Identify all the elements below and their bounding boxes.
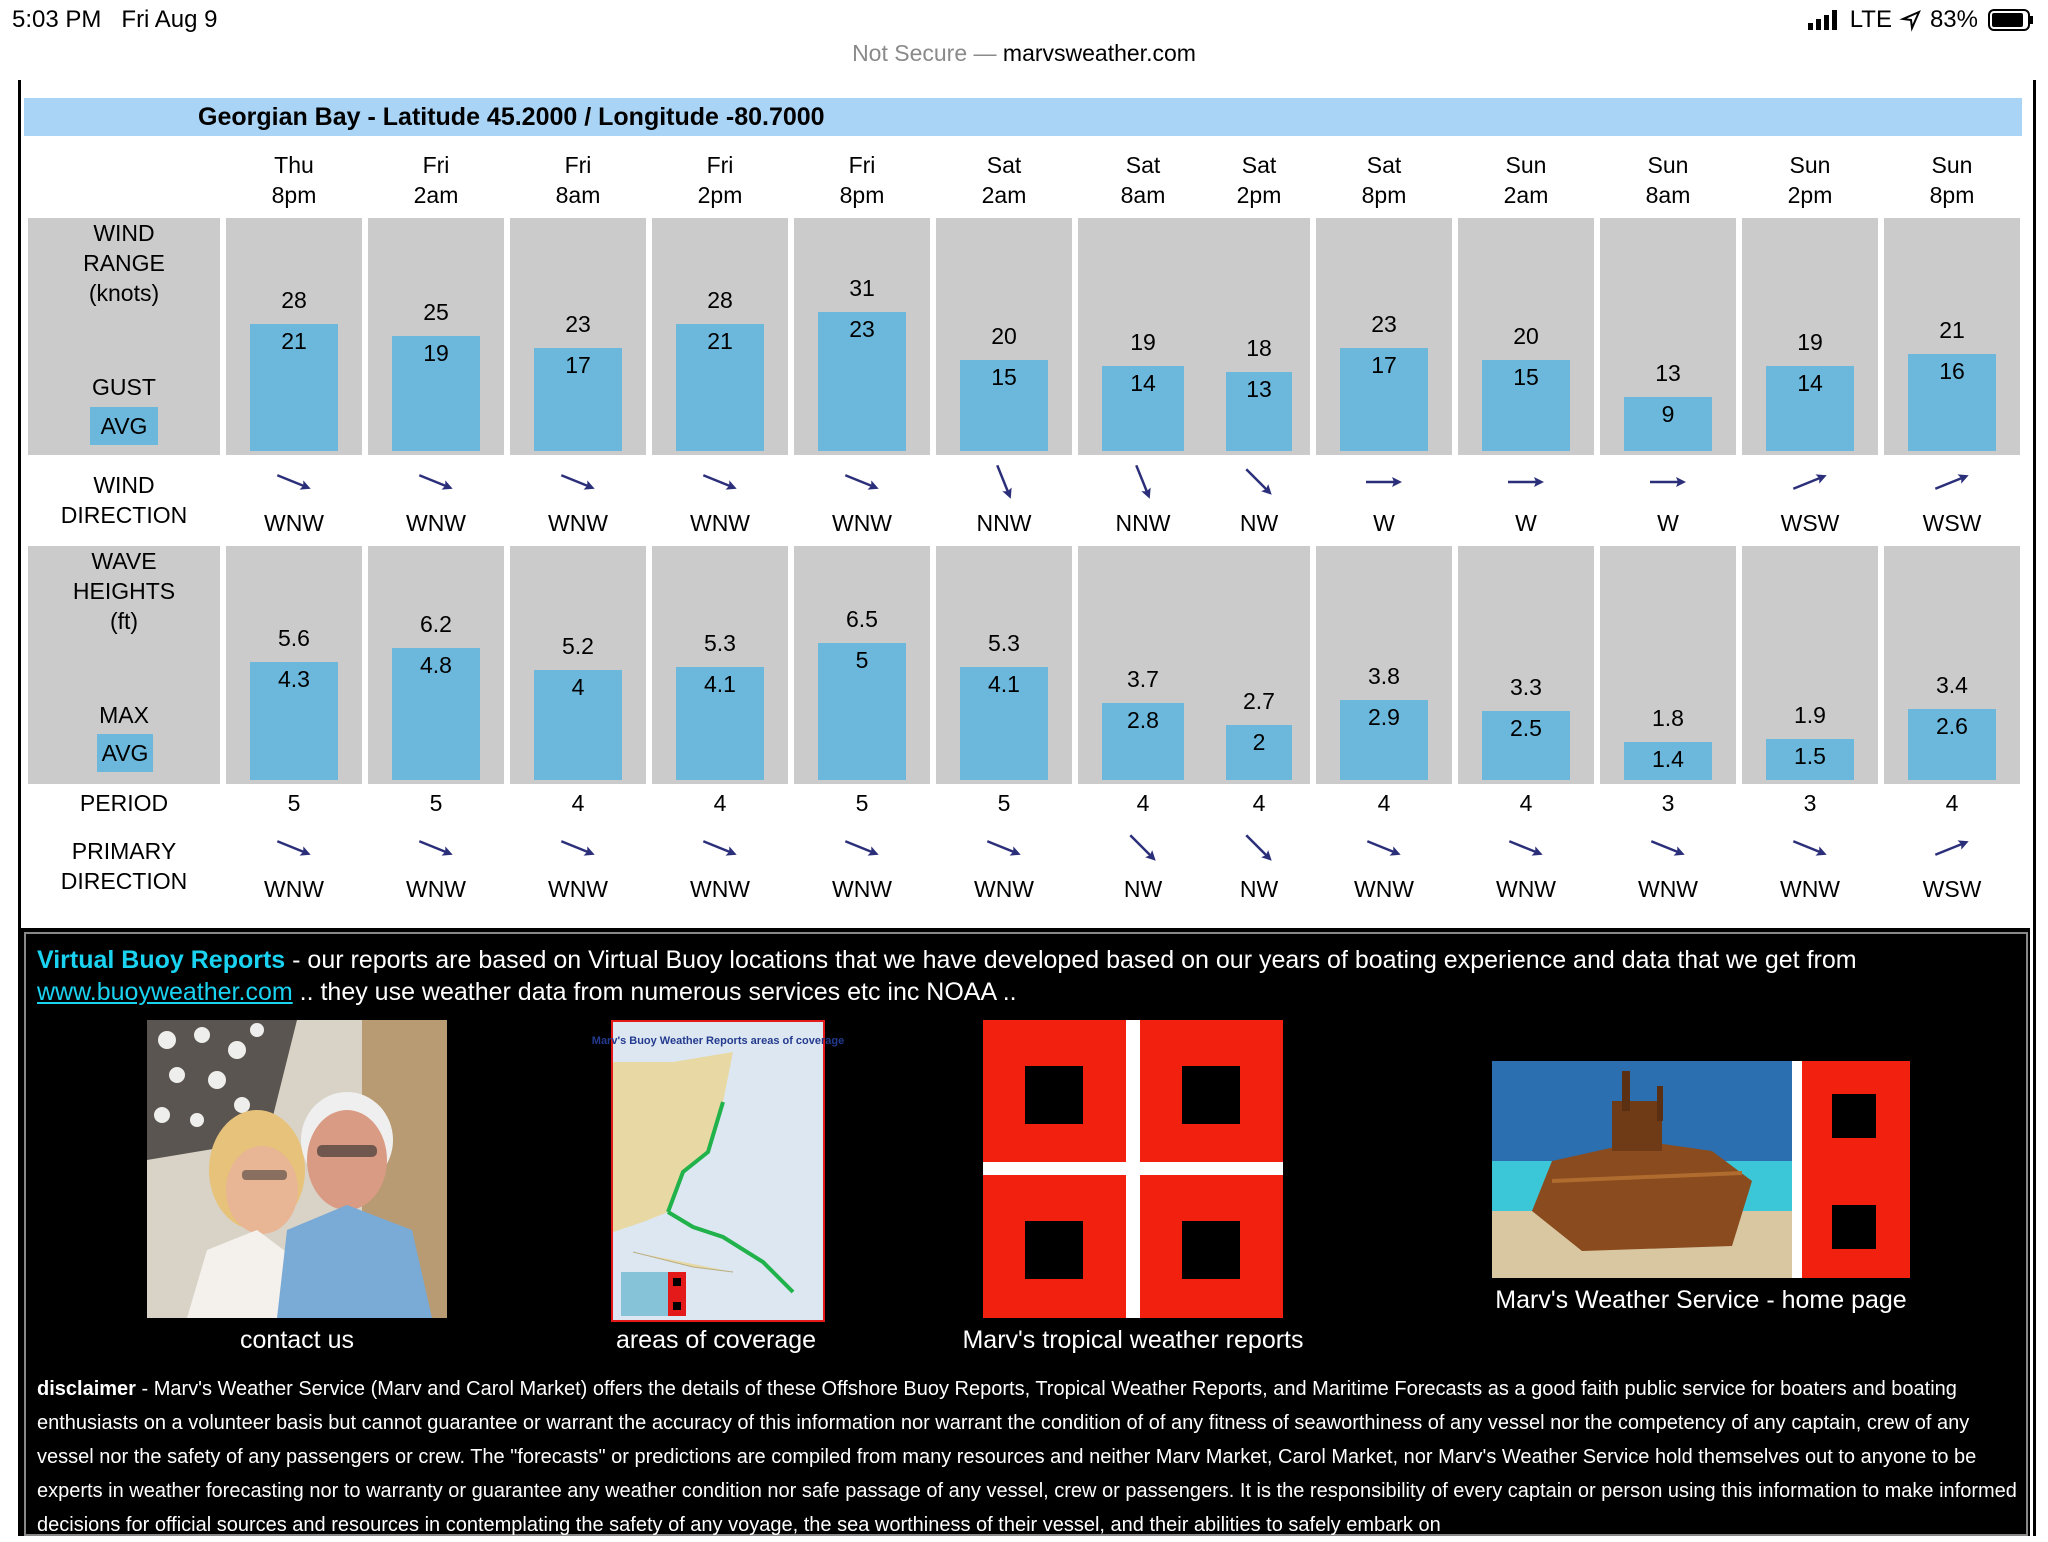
coverage-map-title: Marv's Buoy Weather Reports areas of coverage xyxy=(591,1035,845,1047)
column-time: 2pm xyxy=(1236,182,1282,208)
wind-direction-value: NNW xyxy=(1115,510,1171,536)
wind-direction-value: W xyxy=(1373,510,1395,536)
wind-avg-value: 21 xyxy=(707,327,733,354)
period-value: 5 xyxy=(997,790,1011,816)
column-time: 8am xyxy=(1120,182,1166,208)
couple-photo-graphic xyxy=(147,1020,447,1318)
wind-direction-arrow-icon xyxy=(1498,462,1554,502)
wave-max-value: 1.9 xyxy=(1794,701,1826,728)
period-value: 4 xyxy=(571,790,585,816)
page-title: Georgian Bay - Latitude 45.2000 / Longitude -80.7000 xyxy=(198,103,825,131)
signal-icon xyxy=(1808,10,1840,30)
wind-direction-arrow-icon xyxy=(976,462,1032,502)
wind-gust-value: 20 xyxy=(991,323,1017,350)
wind-gust-value: 23 xyxy=(565,311,591,338)
wind-direction-arrow-icon xyxy=(1115,462,1171,502)
wind-direction-arrow-icon xyxy=(834,462,890,502)
period-value: 4 xyxy=(713,790,727,816)
column-day: Sun xyxy=(1789,152,1831,178)
primary-direction-label-line: PRIMARY xyxy=(71,838,177,864)
wind-gust-value: 21 xyxy=(1939,317,1965,344)
wind-gust-value: 28 xyxy=(707,286,733,313)
virtual-buoy-text-2: .. they use weather data from numerous services etc inc NOAA .. xyxy=(292,978,1017,1006)
column-header xyxy=(938,150,1070,210)
wave-avg-value: 1.4 xyxy=(1652,745,1684,772)
wind-direction-value: WNW xyxy=(547,510,609,536)
url-separator: — xyxy=(973,40,997,66)
primary-direction-value: WNW xyxy=(973,876,1035,902)
column-time: 8am xyxy=(1645,182,1691,208)
column-header xyxy=(1318,150,1450,210)
gust-label: GUST xyxy=(92,374,156,400)
status-time xyxy=(12,6,217,34)
wind-direction-arrow-icon xyxy=(1356,462,1412,502)
column-header xyxy=(370,150,502,210)
primary-direction-arrow-icon xyxy=(692,828,748,868)
wave-max-value: 6.2 xyxy=(420,611,452,637)
wind-direction-value: WNW xyxy=(263,510,325,536)
wave-avg-value: 1.5 xyxy=(1794,742,1826,769)
wind-direction-label-line: WIND xyxy=(93,472,155,498)
wind-gust-value: 19 xyxy=(1130,329,1156,356)
battery-percent: 83% xyxy=(1929,6,1978,33)
primary-direction-value: WNW xyxy=(1779,876,1841,902)
primary-direction-arrow-icon xyxy=(1782,828,1838,868)
wind-direction-arrow-icon xyxy=(1782,462,1838,502)
wave-heights-label-line: (ft) xyxy=(109,608,139,634)
column-header xyxy=(1744,150,1876,210)
wind-avg-value: 19 xyxy=(423,340,449,367)
primary-direction-label xyxy=(28,836,220,896)
wave-max-value: 6.5 xyxy=(846,605,878,632)
wind-direction-arrow-icon xyxy=(266,462,322,502)
column-day: Sat xyxy=(1125,152,1161,178)
wind-direction-arrow-icon xyxy=(1231,462,1287,502)
column-time: 2am xyxy=(413,182,459,208)
primary-direction-arrow-icon xyxy=(1640,828,1696,868)
wave-avg-value: 2.8 xyxy=(1127,707,1159,733)
primary-direction-arrow-icon xyxy=(408,828,464,868)
column-day: Sun xyxy=(1647,152,1689,178)
primary-direction-value: WNW xyxy=(547,876,609,902)
primary-direction-value: WNW xyxy=(1495,876,1557,902)
primary-direction-arrow-icon xyxy=(1356,828,1412,868)
wind-gust-value: 23 xyxy=(1371,311,1397,338)
period-value: 4 xyxy=(1136,790,1150,816)
period-value: 3 xyxy=(1803,790,1817,816)
wind-avg-value: 21 xyxy=(281,327,307,354)
column-header xyxy=(228,150,360,210)
primary-direction-value: WNW xyxy=(831,876,893,902)
url-bar[interactable] xyxy=(0,40,2048,78)
wave-max-value: 1.8 xyxy=(1652,704,1684,731)
primary-direction-arrow-icon xyxy=(834,828,890,868)
column-day: Sat xyxy=(986,152,1022,178)
column-time: 2pm xyxy=(1787,182,1833,208)
primary-direction-value: WNW xyxy=(263,876,325,902)
shipwreck-graphic xyxy=(1492,1061,1910,1278)
security-label: Not Secure xyxy=(852,40,968,66)
period-value: 5 xyxy=(855,790,869,816)
primary-direction-arrow-icon xyxy=(1498,828,1554,868)
wind-direction-label xyxy=(28,470,220,530)
hurricane-flags-graphic xyxy=(983,1020,1283,1318)
column-time: 2pm xyxy=(697,182,743,208)
column-time: 2am xyxy=(981,182,1027,208)
wave-avg-value: 4.1 xyxy=(988,671,1020,698)
wind-direction-arrow-icon xyxy=(1924,462,1980,502)
column-header xyxy=(1602,150,1734,210)
wind-direction-value: WSW xyxy=(1922,510,1982,536)
home-page-link[interactable]: Marv's Weather Service - home page xyxy=(1495,1286,1907,1314)
wind-avg-value: 14 xyxy=(1797,370,1823,397)
disclaimer-text: - Marv's Weather Service (Marv and Carol Market) offers the details of these Offshore Buoy Reports, Tropical Weather Reports, and Maritime Forecasts as a good faith public service for boaters and boating enthusiasts on a volunteer basis but cannot guarantee or warrant the accuracy of this information nor warrant the condition of of any fitness of seaworthiness of any vessel nor the competency of any captain, crew of any vessel nor the safety of any passengers or crew. The "forecasts" or predictions are compiled from many resources and neither Marv Market, Carol Market, nor Marv's Weather Service hold themselves out to anyone to be experts in weather forecasting nor to warranty or guarantee any weather condition nor safe passage of any vessel, crew or passengers. It is the responsibility of every captain or person using this information to make informed decisions for official sources and resources in contemplating the safety of any voyage, the sea worthiness of their vessel, and their abilities to safely embark on xyxy=(37,1378,2017,1536)
contact-us-photo[interactable] xyxy=(147,1020,447,1318)
status-bar xyxy=(0,0,2048,40)
wind-direction-value: W xyxy=(1657,510,1679,536)
clock-date: Fri Aug 9 xyxy=(121,6,218,33)
period-value: 5 xyxy=(429,790,443,816)
wind-avg-value: 13 xyxy=(1246,376,1272,403)
wave-heights-label xyxy=(28,546,220,636)
column-day: Sun xyxy=(1505,152,1547,178)
column-header xyxy=(796,150,928,210)
column-header xyxy=(1193,150,1325,210)
wind-direction-value: W xyxy=(1515,510,1537,536)
column-time: 2am xyxy=(1503,182,1549,208)
tropical-weather-link[interactable]: Marv's tropical weather reports xyxy=(962,1326,1304,1354)
contact-us-link[interactable]: contact us xyxy=(240,1326,354,1354)
coverage-map-graphic xyxy=(591,1022,845,1320)
wave-avg-value: 4.1 xyxy=(704,671,736,698)
wave-heights-label-line: WAVE xyxy=(91,548,157,574)
primary-direction-label-line: DIRECTION xyxy=(60,868,188,894)
wave-avg-value: 2 xyxy=(1252,729,1266,755)
period-value: 4 xyxy=(1252,790,1266,816)
wave-max-value: 5.3 xyxy=(988,630,1020,657)
battery-icon xyxy=(1988,9,2034,31)
column-day: Thu xyxy=(274,152,314,178)
column-time: 8pm xyxy=(1361,182,1407,208)
wind-direction-value: WNW xyxy=(831,510,893,536)
column-day: Sun xyxy=(1931,152,1973,178)
virtual-buoy-text: - our reports are based on Virtual Buoy locations that we have developed based on our years of boating experience and data that we get from xyxy=(285,946,1857,974)
column-day: Fri xyxy=(706,152,734,178)
coverage-map-image[interactable] xyxy=(591,1020,845,1322)
max-label: MAX xyxy=(99,702,149,728)
wind-direction-label-line: DIRECTION xyxy=(60,502,188,528)
column-day: Fri xyxy=(564,152,592,178)
wind-direction-arrow-icon xyxy=(1640,462,1696,502)
column-header xyxy=(1886,150,2018,210)
wind-range-label-line: WIND xyxy=(93,220,155,246)
column-header xyxy=(654,150,786,210)
wind-avg-value: 15 xyxy=(991,364,1017,391)
primary-direction-value: WNW xyxy=(689,876,751,902)
buoyweather-link[interactable]: www.buoyweather.com xyxy=(37,978,293,1006)
disclaimer xyxy=(37,1372,2017,1542)
period-value: 4 xyxy=(1519,790,1533,816)
column-header xyxy=(1460,150,1592,210)
wind-avg-value: 17 xyxy=(1371,352,1397,379)
primary-direction-value: WSW xyxy=(1922,876,1982,902)
column-header xyxy=(512,150,644,210)
hurricane-flag-image[interactable] xyxy=(983,1020,1283,1318)
period-value: 4 xyxy=(1377,790,1391,816)
column-day: Sat xyxy=(1241,152,1277,178)
wind-range-label-line: (knots) xyxy=(88,280,160,306)
wave-avg-value: 2.6 xyxy=(1936,712,1968,739)
wind-direction-value: NNW xyxy=(976,510,1032,536)
areas-of-coverage-link[interactable]: areas of coverage xyxy=(615,1326,817,1354)
primary-direction-arrow-icon xyxy=(1115,828,1171,868)
column-header xyxy=(1077,150,1209,210)
period-value: 3 xyxy=(1661,790,1675,816)
wind-gust-value: 13 xyxy=(1655,359,1681,386)
wave-max-value: 5.2 xyxy=(562,633,594,659)
wind-avg-value: 9 xyxy=(1661,400,1675,427)
wave-max-value: 3.3 xyxy=(1510,674,1542,701)
wind-avg-value: 15 xyxy=(1513,364,1539,391)
primary-direction-arrow-icon xyxy=(1231,828,1287,868)
primary-direction-value: NW xyxy=(1123,876,1163,902)
wind-direction-arrow-icon xyxy=(692,462,748,502)
wind-direction-arrow-icon xyxy=(408,462,464,502)
wind-direction-arrow-icon xyxy=(550,462,606,502)
wave-avg-value: 4.3 xyxy=(278,665,310,692)
wave-avg-value: 2.5 xyxy=(1510,715,1542,742)
network-label: LTE xyxy=(1849,6,1892,33)
column-time: 8pm xyxy=(1929,182,1975,208)
wind-avg-value: 16 xyxy=(1939,358,1965,385)
wind-direction-value: WNW xyxy=(689,510,751,536)
wind-avg-value: 17 xyxy=(565,352,591,379)
wind-direction-value: WSW xyxy=(1780,510,1840,536)
disclaimer-label: disclaimer xyxy=(37,1378,136,1400)
primary-direction-value: NW xyxy=(1239,876,1279,902)
wave-max-value: 3.7 xyxy=(1127,666,1159,692)
wind-direction-value: NW xyxy=(1239,510,1279,536)
wind-gust-value: 19 xyxy=(1797,329,1823,356)
column-time: 8pm xyxy=(271,182,317,208)
period-value: 5 xyxy=(287,790,301,816)
wave-avg-value: 2.9 xyxy=(1368,704,1400,731)
wave-max-value: 5.6 xyxy=(278,624,310,651)
home-page-image[interactable] xyxy=(1492,1061,1910,1278)
wind-range-label xyxy=(28,218,220,308)
period-value: 4 xyxy=(1945,790,1959,816)
wind-avg-value: 23 xyxy=(849,315,875,342)
primary-direction-value: WNW xyxy=(405,876,467,902)
column-day: Fri xyxy=(422,152,450,178)
wave-avg-value: 4.8 xyxy=(420,652,452,678)
primary-direction-arrow-icon xyxy=(266,828,322,868)
wave-max-value: 3.8 xyxy=(1368,663,1400,690)
primary-direction-value: WNW xyxy=(1353,876,1415,902)
wind-range-label-line: RANGE xyxy=(83,250,165,276)
url-domain: marvsweather.com xyxy=(1002,40,1196,66)
wave-max-value: 5.3 xyxy=(704,630,736,657)
wind-avg-value: 14 xyxy=(1130,370,1156,397)
wave-max-value: 2.7 xyxy=(1243,688,1275,714)
wave-avg-legend: AVG xyxy=(97,734,153,772)
primary-direction-arrow-icon xyxy=(1924,828,1980,868)
primary-direction-arrow-icon xyxy=(550,828,606,868)
location-icon xyxy=(1902,11,1920,29)
column-time: 8pm xyxy=(839,182,885,208)
wind-gust-value: 31 xyxy=(849,274,875,301)
wave-max-value: 3.4 xyxy=(1936,671,1968,698)
status-indicators xyxy=(1808,6,2034,34)
wind-avg-legend: AVG xyxy=(90,407,158,445)
virtual-buoy-title: Virtual Buoy Reports xyxy=(37,946,286,974)
wind-gust-value: 20 xyxy=(1513,323,1539,350)
wind-direction-value: WNW xyxy=(405,510,467,536)
clock-time: 5:03 PM xyxy=(12,6,102,33)
wind-gust-value: 28 xyxy=(281,286,307,313)
wave-avg-value: 5 xyxy=(855,646,869,673)
primary-direction-arrow-icon xyxy=(976,828,1032,868)
column-time: 8am xyxy=(555,182,601,208)
wave-avg-value: 4 xyxy=(571,674,585,700)
column-day: Sat xyxy=(1366,152,1402,178)
primary-direction-value: WNW xyxy=(1637,876,1699,902)
wave-heights-label-line: HEIGHTS xyxy=(72,578,176,604)
column-day: Fri xyxy=(848,152,876,178)
location-title-bar xyxy=(24,98,2022,136)
wind-gust-value: 25 xyxy=(423,299,449,326)
virtual-buoy-intro xyxy=(37,944,2012,1008)
wind-gust-value: 18 xyxy=(1246,335,1272,362)
period-label: PERIOD xyxy=(79,790,169,816)
